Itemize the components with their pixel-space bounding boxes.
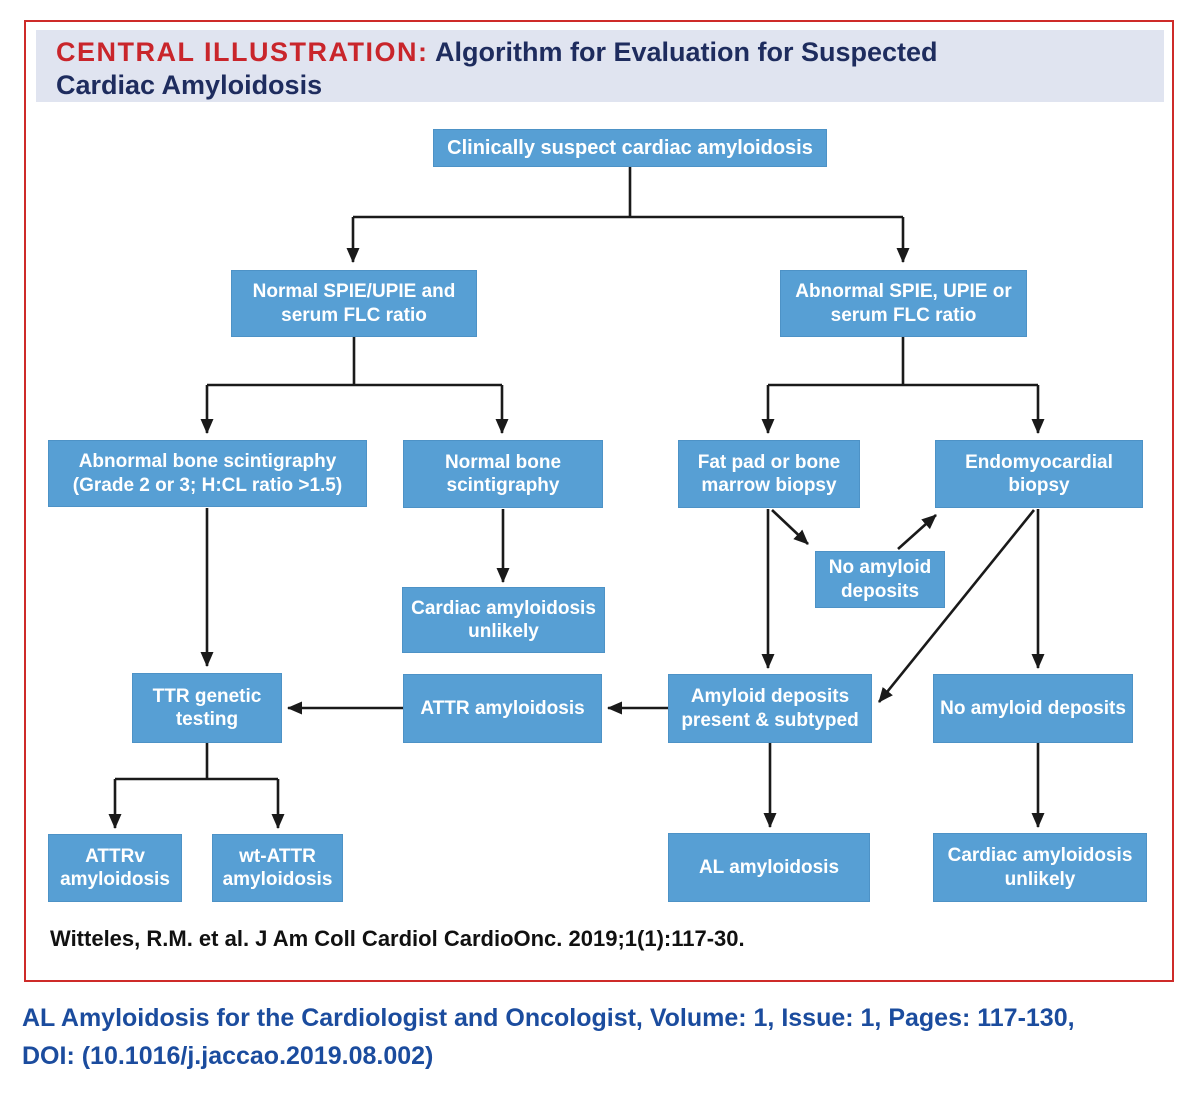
node-attr-amyloidosis: ATTR amyloidosis — [403, 674, 602, 743]
node-no-amyloid-deposits-mid: No amyloid deposits — [815, 551, 945, 608]
node-ttr-genetic-testing: TTR genetic testing — [132, 673, 282, 743]
node-amyloid-present-subtyped: Amyloid deposits present & subtyped — [668, 674, 872, 743]
central-illustration-label: CENTRAL ILLUSTRATION: — [56, 37, 429, 67]
node-abnormal-scintigraphy: Abnormal bone scintigraphy (Grade 2 or 3; H:CL ratio >1.5) — [48, 440, 367, 507]
node-clinically-suspect: Clinically suspect cardiac amyloidosis — [433, 129, 827, 167]
figure-title-text: Algorithm for Evaluation for Suspected Cardiac Amyloidosis — [56, 37, 938, 100]
figure-title — [56, 36, 996, 102]
node-fat-pad-biopsy: Fat pad or bone marrow biopsy — [678, 440, 860, 508]
node-al-amyloidosis: AL amyloidosis — [668, 833, 870, 902]
article-caption-line1: AL Amyloidosis for the Cardiologist and Oncologist, Volume: 1, Issue: 1, Pages: 117-130, — [22, 1004, 1075, 1032]
node-no-amyloid-deposits-right: No amyloid deposits — [933, 674, 1133, 743]
node-endomyocardial-biopsy: Endomyocardial biopsy — [935, 440, 1143, 508]
node-attrv-amyloidosis: ATTRv amyloidosis — [48, 834, 182, 902]
figure-citation: Witteles, R.M. et al. J Am Coll Cardiol CardioOnc. 2019;1(1):117-30. — [50, 926, 745, 951]
node-cardiac-unlikely-right: Cardiac amyloidosis unlikely — [933, 833, 1147, 902]
figure-header — [36, 30, 1164, 102]
node-abnormal-spie: Abnormal SPIE, UPIE or serum FLC ratio — [780, 270, 1027, 337]
article-caption — [22, 1000, 1182, 1075]
node-wt-attr-amyloidosis: wt-ATTR amyloidosis — [212, 834, 343, 902]
node-cardiac-unlikely-mid: Cardiac amyloidosis unlikely — [402, 587, 605, 653]
article-caption-line2: DOI: (10.1016/j.jaccao.2019.08.002) — [22, 1041, 434, 1070]
node-normal-scintigraphy: Normal bone scintigraphy — [403, 440, 603, 508]
node-normal-spie: Normal SPIE/UPIE and serum FLC ratio — [231, 270, 477, 337]
